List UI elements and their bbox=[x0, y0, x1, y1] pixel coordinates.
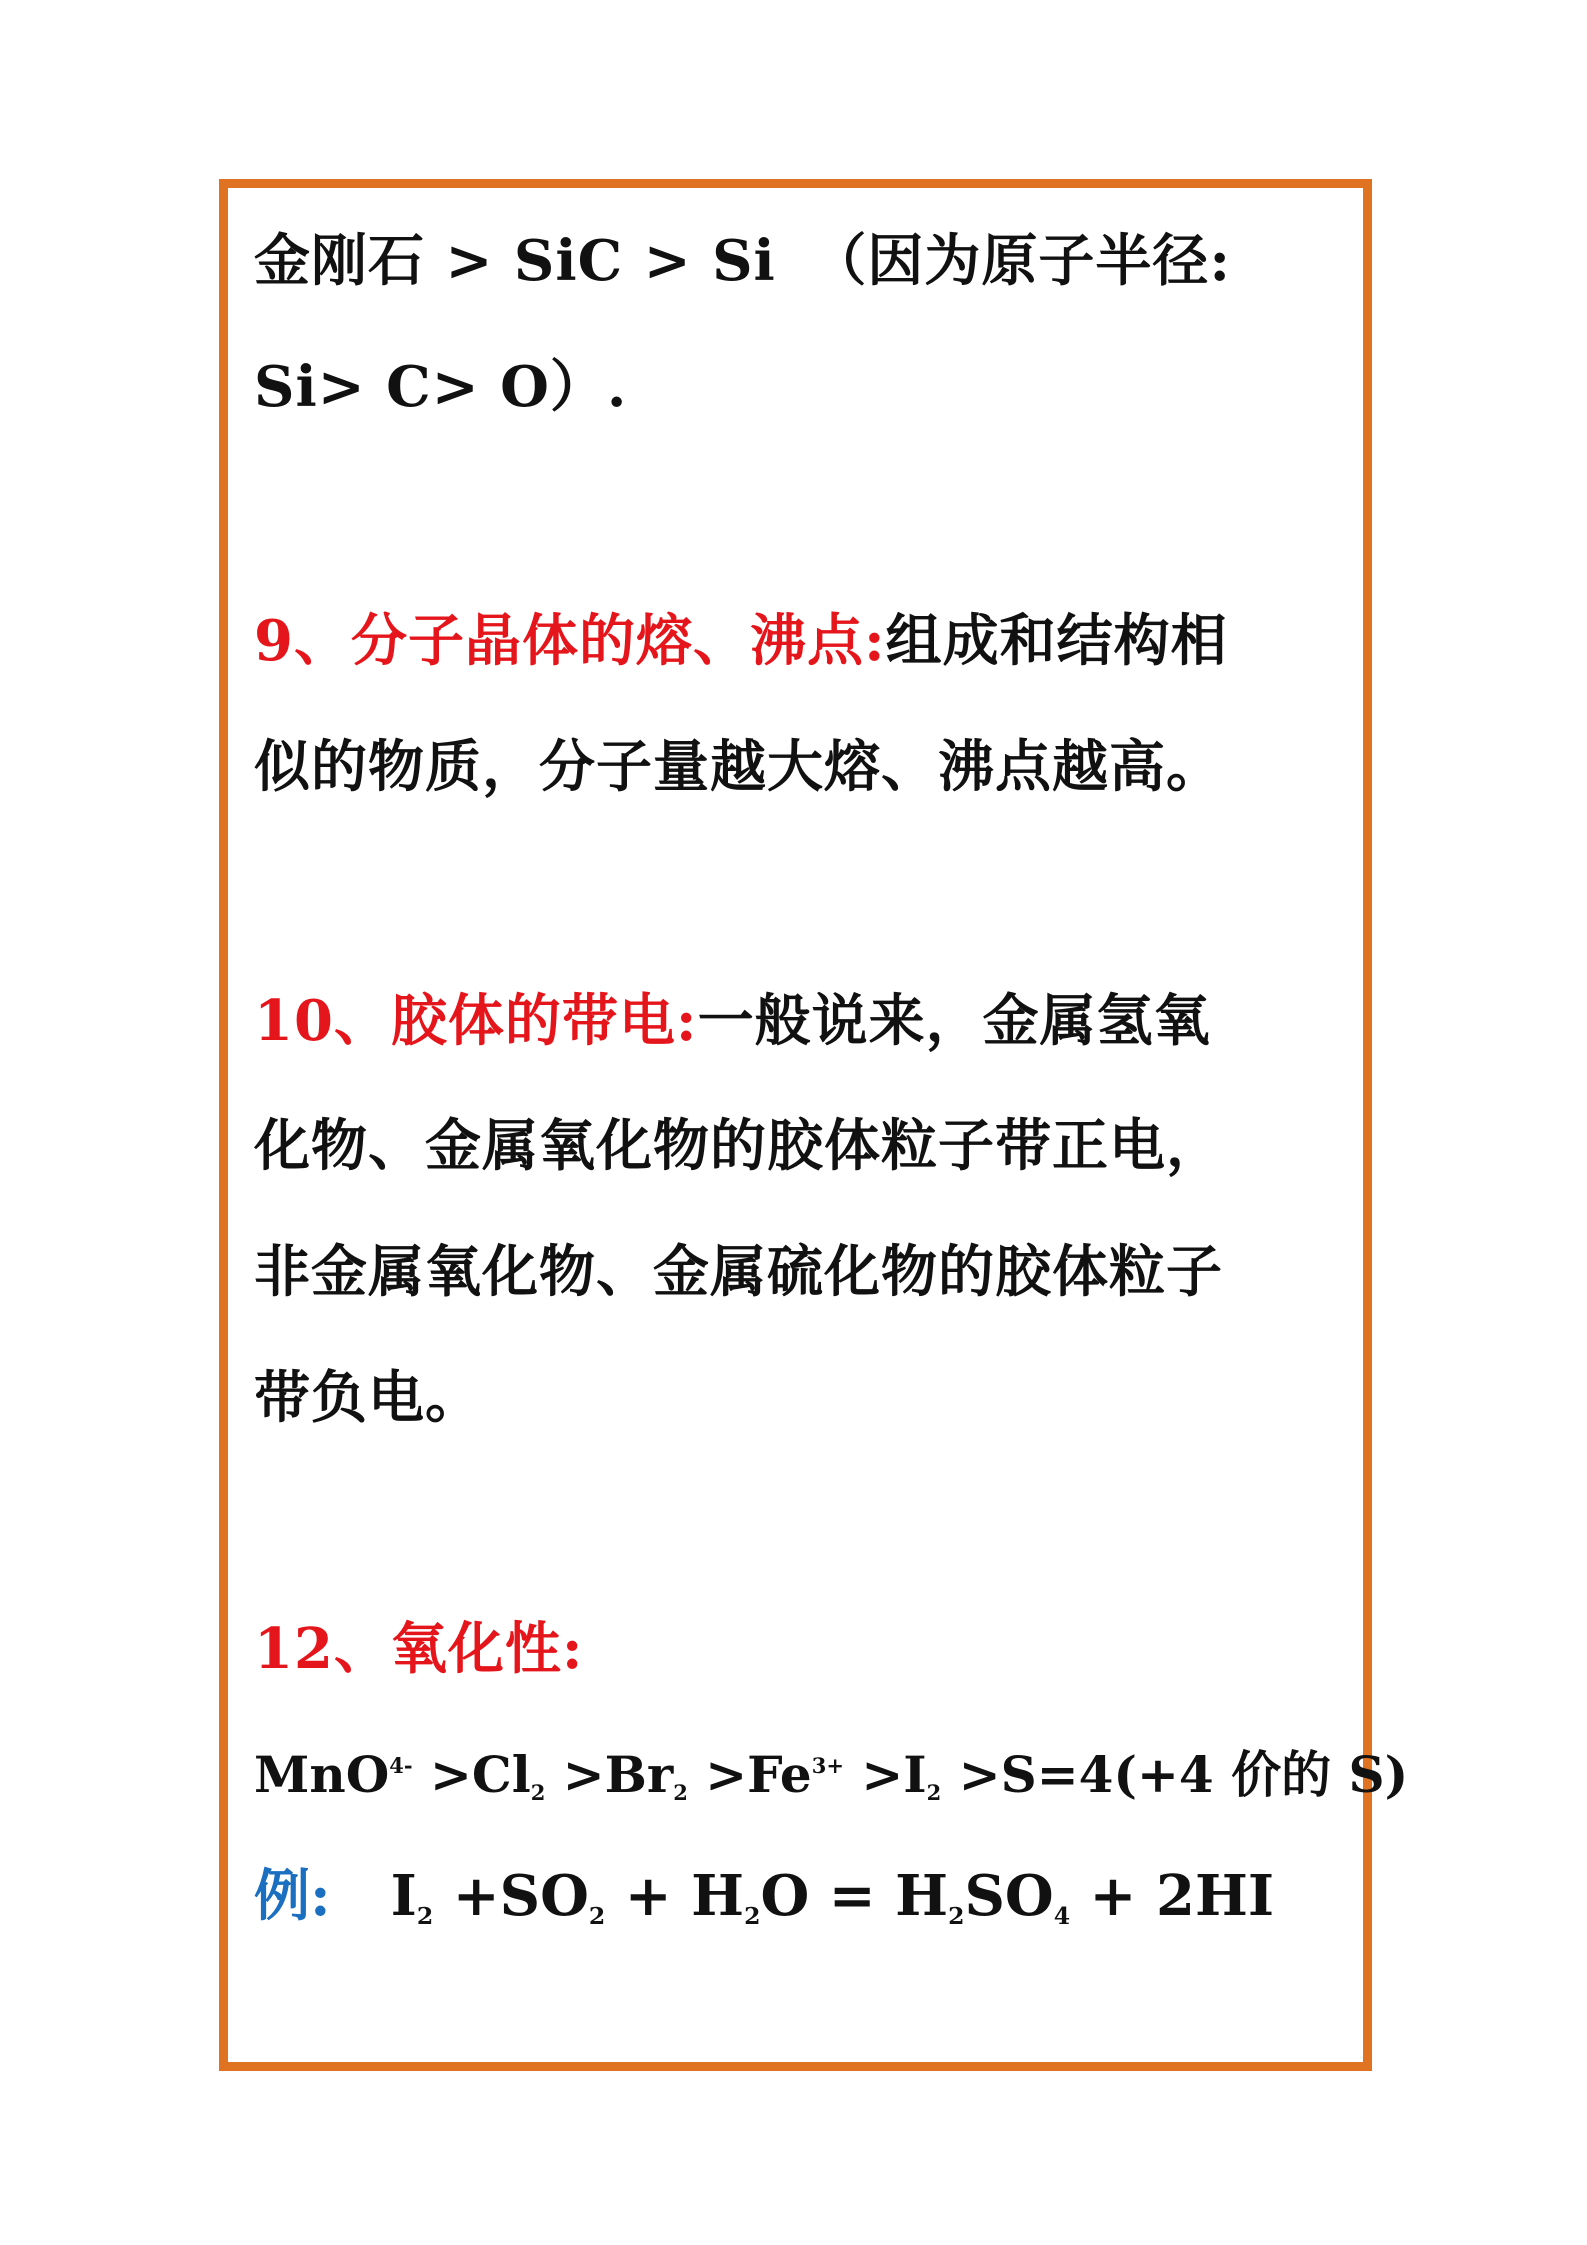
section-10-text-1: 一般说来，金属氢氧 bbox=[697, 988, 1211, 1054]
section-9-line-1 bbox=[254, 608, 1228, 674]
intro-radius: Si> C> O）. bbox=[254, 354, 628, 420]
section-10-text-3: 非金属氧化物、金属硫化物的胶体粒子 bbox=[254, 1239, 1223, 1305]
section-10-text-4: 带负电。 bbox=[254, 1365, 482, 1431]
section-12-title: 12、氧化性: bbox=[254, 1616, 584, 1682]
section-10-line-2 bbox=[254, 1113, 1223, 1179]
section-9-line-2 bbox=[254, 734, 1223, 800]
intro-diamond: 金刚石 bbox=[254, 228, 425, 294]
intro-compare: > SiC > Si bbox=[425, 228, 797, 294]
oxidizing-order-formula: $MnO^{4-} >Cl_2 >Br_2 >Fe^{3+} >I_2 >S=4(+4$ 价的 S) bbox=[254, 1745, 1409, 1806]
intro-line-2 bbox=[254, 354, 628, 420]
section-10-line-3 bbox=[254, 1239, 1223, 1305]
section-10-text-2: 化物、金属氧化物的胶体粒子带正电， bbox=[254, 1113, 1223, 1179]
section-9-title: 9、分子晶体的熔、沸点: bbox=[254, 608, 886, 674]
section-10-line-4 bbox=[254, 1365, 482, 1431]
section-10-title: 10、胶体的带电: bbox=[254, 988, 698, 1054]
intro-reason: （因为原子半径: bbox=[810, 228, 1231, 294]
example-formula: $I_2 +SO_2 + H_2O = H_2SO_4 + 2HI$ bbox=[390, 1863, 1275, 1931]
intro-line-1 bbox=[254, 228, 1231, 294]
section-9-text-2: 似的物质，分子量越大熔、沸点越高。 bbox=[254, 734, 1223, 800]
section-9-text-1: 组成和结构相 bbox=[885, 608, 1228, 674]
section-12-title-line bbox=[254, 1616, 584, 1682]
section-10-line-1 bbox=[254, 988, 1211, 1054]
example-label: 例: bbox=[254, 1863, 331, 1929]
example-equation bbox=[254, 1863, 1275, 1931]
orange-frame bbox=[219, 179, 1409, 2071]
